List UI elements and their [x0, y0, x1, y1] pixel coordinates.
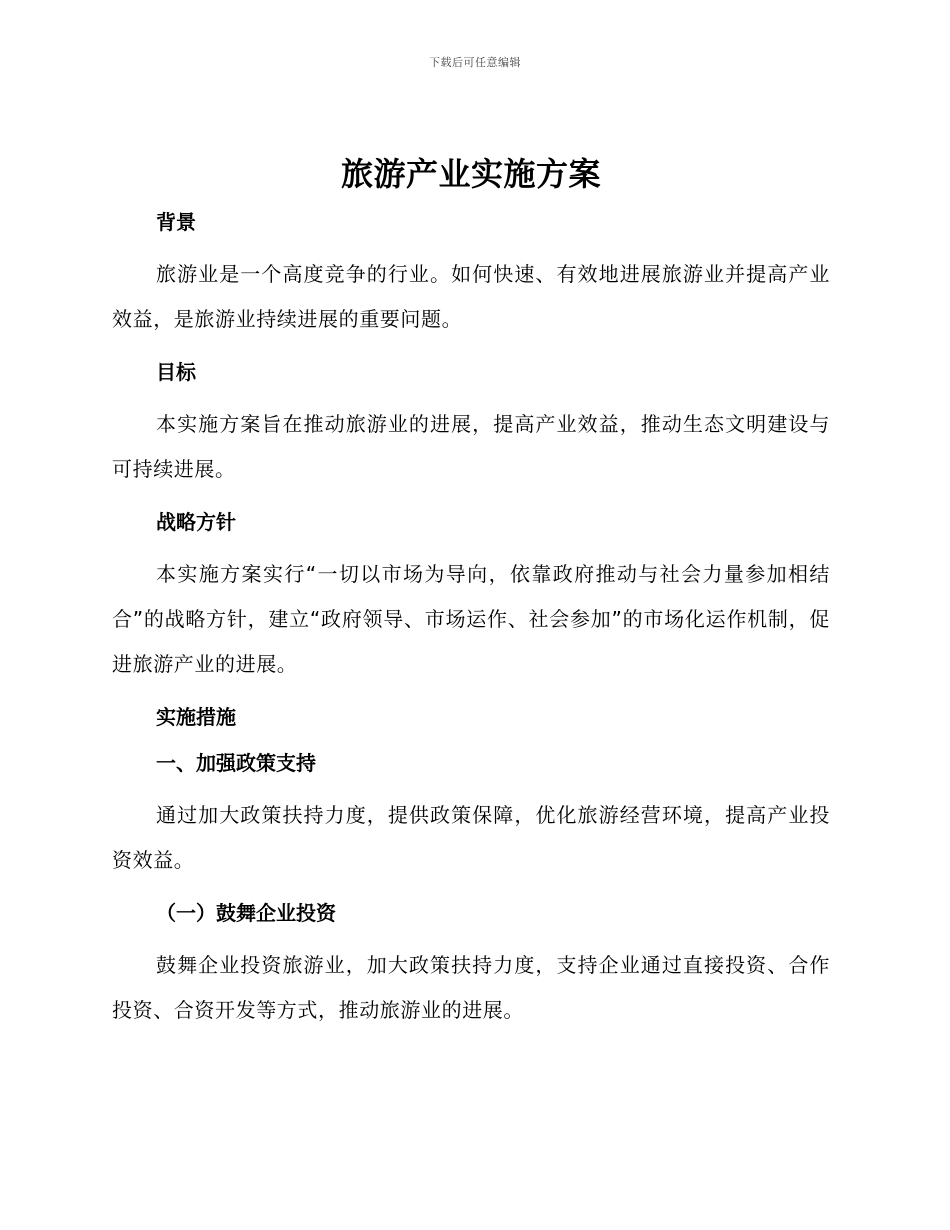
heading-goal: 目标	[156, 360, 196, 384]
heading-measure-1: 一、加强政策支持	[156, 751, 316, 775]
paragraph-measure-1-1: 鼓舞企业投资旅游业，加大政策扶持力度，支持企业通过直接投资、合作投资、合资开发等方式，推动旅游业的进展。	[112, 953, 830, 1022]
paragraph-strategy: 本实施方案实行“一切以市场为导向，依靠政府推动与社会力量参加相结合”的战略方针，建立“政府领导、市场运作、社会参加”的市场化运作机制，促进旅游产业的进展。	[112, 562, 830, 676]
header-note: 下载后可任意编辑	[429, 56, 521, 69]
heading-measures: 实施措施	[156, 705, 236, 729]
heading-measure-1-1: （一）鼓舞企业投资	[156, 901, 336, 925]
paragraph-goal: 本实施方案旨在推动旅游业的进展，提高产业效益，推动生态文明建设与可持续进展。	[112, 412, 830, 481]
paragraph-measure-1: 通过加大政策扶持力度，提供政策保障，优化旅游经营环境，提高产业投资效益。	[112, 803, 830, 872]
document-title: 旅游产业实施方案	[340, 155, 601, 193]
document-body	[112, 150, 830, 1047]
heading-background: 背景	[156, 210, 196, 234]
heading-strategy: 战略方针	[156, 510, 236, 534]
paragraph-background: 旅游业是一个高度竞争的行业。如何快速、有效地进展旅游业并提高产业效益，是旅游业持续进展的重要问题。	[112, 262, 830, 331]
